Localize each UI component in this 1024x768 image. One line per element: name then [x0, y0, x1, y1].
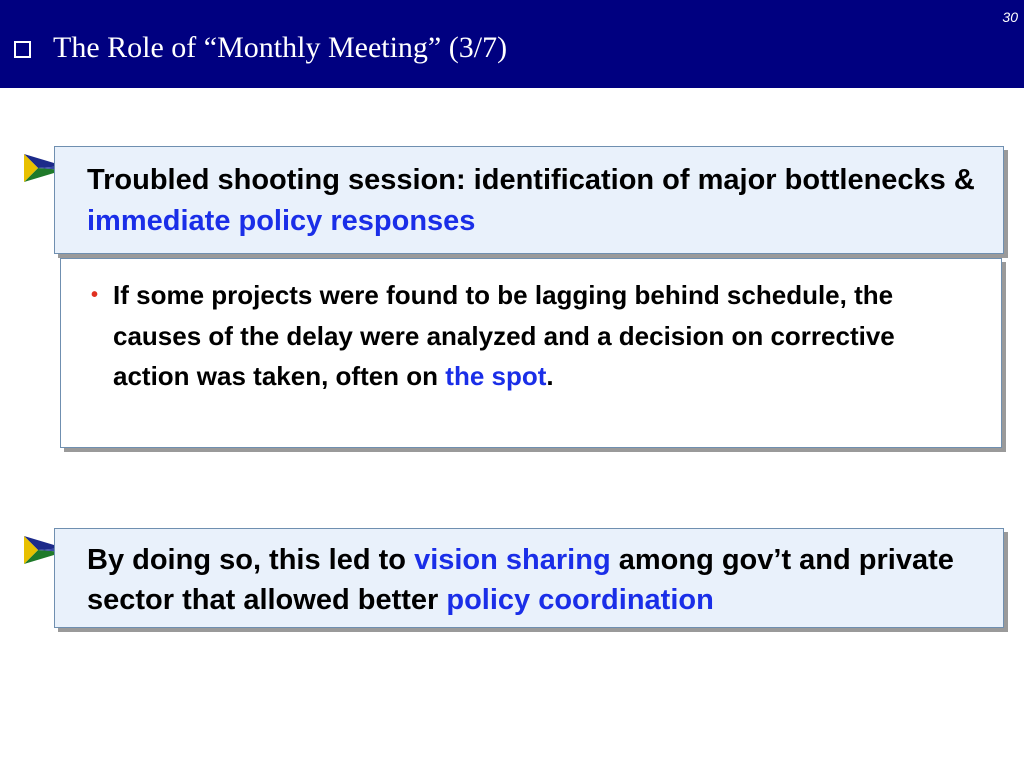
detail-bullet — [91, 275, 975, 397]
heading-text: Troubled shooting session: identification of major bottlenecks & — [87, 164, 975, 196]
page-number: 30 — [1002, 9, 1018, 25]
highlight-vision-sharing: vision sharing — [414, 544, 611, 576]
bullet-dot-icon: • — [91, 284, 99, 306]
heading-highlight: immediate policy responses — [87, 205, 476, 237]
text-2: among gov’t and private sector that allowed better — [87, 544, 954, 616]
bullet-text: If some projects were found to be lagging behind schedule, the causes of the delay were analyzed and a decision on corrective action was taken, often on — [113, 280, 895, 391]
detail-box — [60, 258, 1002, 448]
vision-sharing-text — [87, 540, 983, 620]
bullet-end: . — [546, 361, 554, 391]
checkbox-icon — [14, 41, 31, 58]
highlight-policy-coordination: policy coordination — [446, 584, 714, 616]
title-bar — [0, 0, 1024, 88]
slide-title: The Role of “Monthly Meeting” (3/7) — [53, 31, 508, 64]
troubleshooting-heading — [87, 160, 983, 242]
troubleshooting-heading-box — [54, 146, 1004, 254]
bullet-paragraph — [113, 275, 975, 397]
text-1: By doing so, this led to — [87, 544, 415, 576]
vision-sharing-box — [54, 528, 1004, 628]
bullet-highlight: the spot — [445, 361, 547, 391]
slide-title-group — [14, 28, 507, 68]
